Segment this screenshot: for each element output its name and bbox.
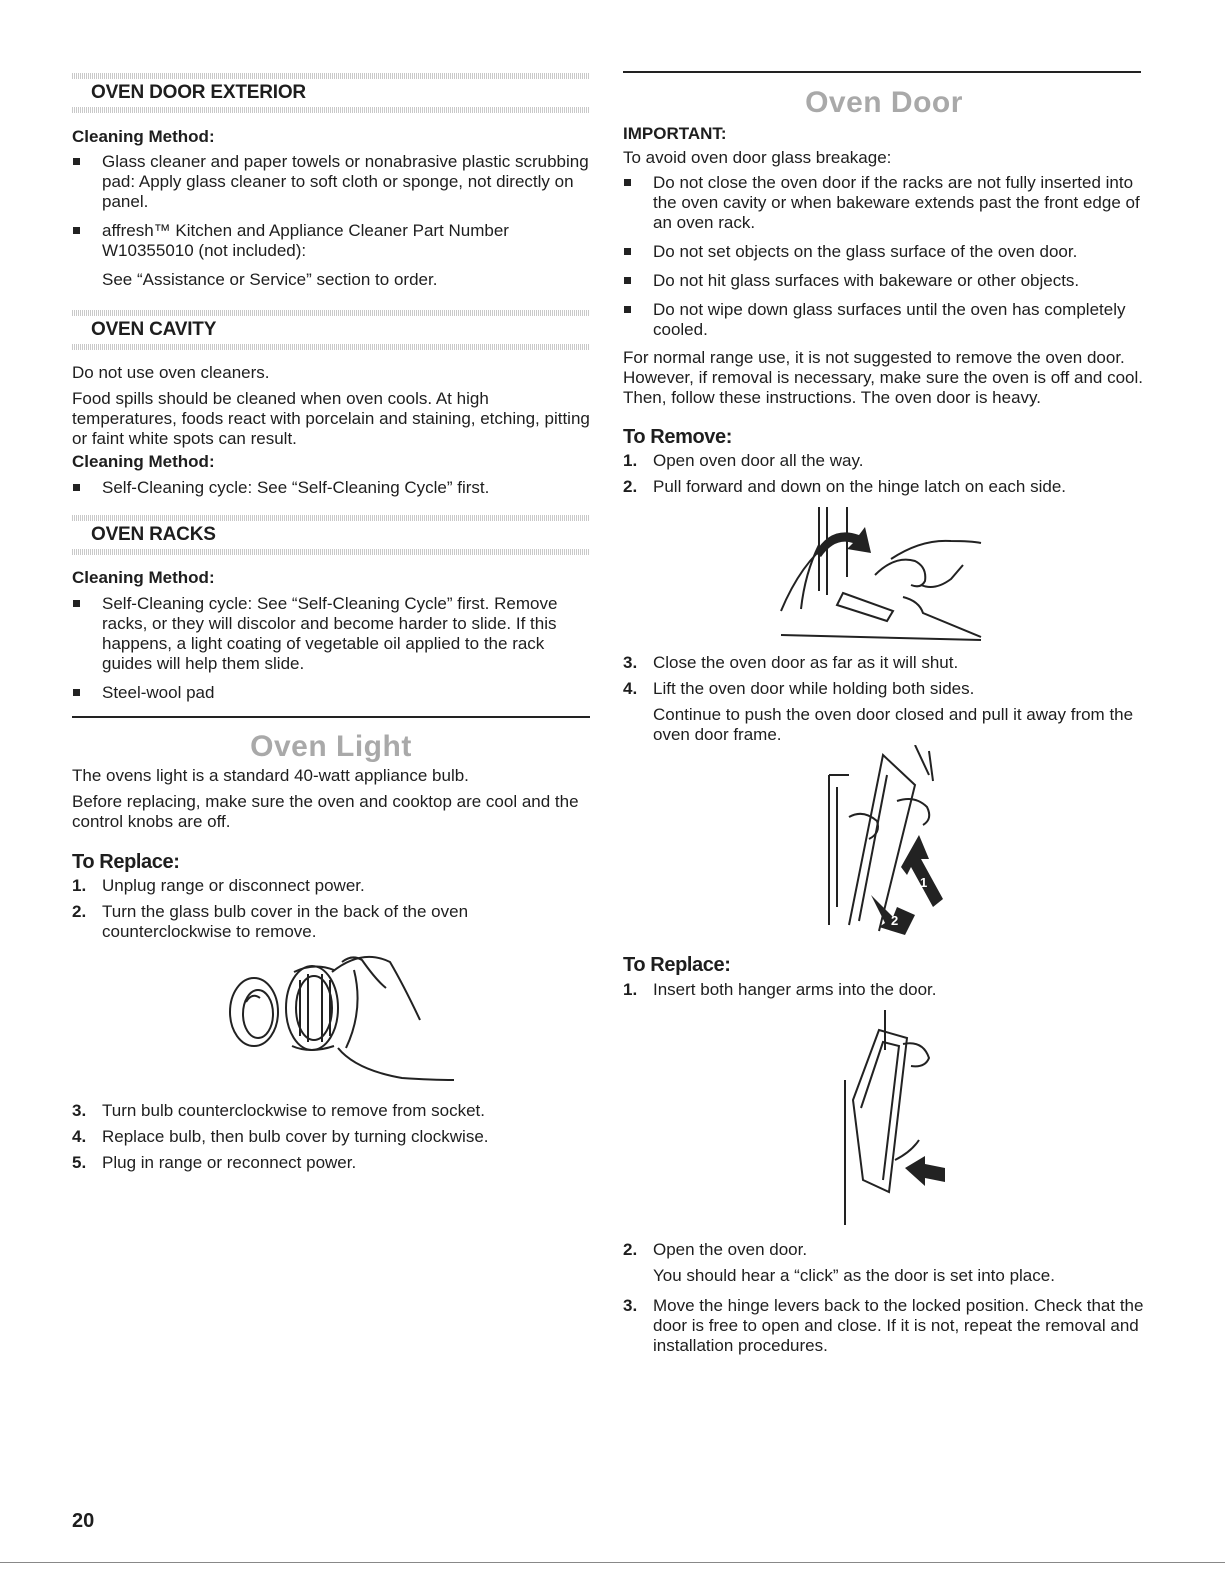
step-number: 4.	[72, 1127, 87, 1146]
bulb-cover-illustration	[222, 950, 462, 1090]
note-text	[72, 270, 590, 290]
section-header-racks	[72, 515, 590, 555]
important-intro: To avoid oven door glass breakage:	[623, 148, 892, 167]
step-item	[72, 1101, 590, 1121]
step-text: Close the oven door as far as it will shut.	[653, 653, 959, 672]
step-number: 3.	[623, 1296, 638, 1315]
step-item	[623, 1296, 1145, 1356]
bullet-text: Steel-wool pad	[102, 683, 215, 702]
step-item	[623, 653, 1145, 673]
bullet-item	[72, 221, 590, 261]
section-header-door-exterior	[72, 73, 590, 113]
bullet-square-icon	[624, 277, 631, 284]
step-item	[72, 876, 590, 896]
bullet-square-icon	[73, 158, 80, 165]
bullet-item	[72, 478, 590, 498]
step-text: Replace bulb, then bulb cover by turning clockwise.	[102, 1127, 489, 1146]
cleaning-method-label: Cleaning Method:	[72, 452, 215, 471]
light-text-1: The ovens light is a standard 40-watt appliance bulb.	[72, 766, 469, 785]
step-number: 5.	[72, 1153, 87, 1172]
door-exterior-body	[72, 127, 590, 290]
step-text: Insert both hanger arms into the door.	[653, 980, 937, 999]
arrow-label-1: 1	[920, 875, 928, 890]
bullet-item	[72, 594, 590, 674]
light-text-2: Before replacing, make sure the oven and cooktop are cool and the control knobs are off.	[72, 792, 579, 831]
step-item	[72, 1153, 590, 1173]
bullet-text: Do not set objects on the glass surface of the oven door.	[653, 242, 1078, 261]
note-text: You should hear a “click” as the door is set into place.	[653, 1266, 1055, 1285]
cleaning-method-label: Cleaning Method:	[72, 127, 215, 146]
step-number: 1.	[623, 980, 638, 999]
step-text: Pull forward and down on the hinge latch on each side.	[653, 477, 1066, 496]
cleaning-method-label: Cleaning Method:	[72, 568, 215, 587]
page-number: 20	[72, 1510, 95, 1532]
step-item	[72, 1127, 590, 1147]
header-band	[72, 107, 590, 113]
remove-note	[623, 705, 1145, 745]
bullet-item	[623, 271, 1145, 291]
step-text: Plug in range or reconnect power.	[102, 1153, 357, 1172]
step-number: 2.	[623, 1240, 638, 1259]
step-number: 3.	[72, 1101, 87, 1120]
step-number: 4.	[623, 679, 638, 698]
to-replace-heading: To Replace:	[72, 851, 180, 873]
section-rule	[72, 716, 590, 718]
bullet-square-icon	[624, 248, 631, 255]
hanger-arms-illustration	[835, 1010, 955, 1225]
oven-light-body	[72, 766, 590, 942]
step-text: Turn bulb counterclockwise to remove from socket.	[102, 1101, 485, 1120]
to-replace-heading: To Replace:	[623, 954, 731, 976]
bullet-item	[623, 300, 1145, 340]
step-text: Turn the glass bulb cover in the back of the oven counterclockwise to remove.	[102, 902, 469, 941]
oven-door-title: Oven Door	[805, 86, 963, 119]
bullet-text: Do not wipe down glass surfaces until the oven has completely cooled.	[653, 300, 1126, 339]
section-title: OVEN DOOR EXTERIOR	[91, 82, 306, 103]
bullet-item	[623, 173, 1145, 233]
step-item	[623, 477, 1145, 497]
replace-note	[623, 1266, 1145, 1286]
important-label: IMPORTANT:	[623, 124, 727, 143]
step-text: Open the oven door.	[653, 1240, 808, 1259]
bullet-text: Do not hit glass surfaces with bakeware or other objects.	[653, 271, 1080, 290]
step-text: Unplug range or disconnect power.	[102, 876, 365, 895]
bullet-item	[72, 683, 590, 703]
step-number: 2.	[623, 477, 638, 496]
oven-light-steps-cont	[72, 1101, 590, 1173]
oven-light-title: Oven Light	[250, 730, 412, 763]
header-band	[72, 549, 590, 555]
step-item	[623, 1240, 1145, 1260]
replace-steps-cont	[623, 1240, 1145, 1356]
cavity-body	[72, 363, 590, 498]
bullet-square-icon	[624, 306, 631, 313]
bullet-square-icon	[624, 179, 631, 186]
step-number: 1.	[72, 876, 87, 895]
bullet-text: Do not close the oven door if the racks are not fully inserted into the oven cavity or when bakeware extends past the front edge of an oven rack.	[653, 173, 1140, 232]
arrow-label-2: 2	[891, 913, 899, 928]
hinge-latch-illustration	[771, 505, 1001, 645]
lift-door-illustration	[819, 745, 959, 935]
bullet-text: Self-Cleaning cycle: See “Self-Cleaning Cycle” first.	[102, 478, 490, 497]
step-number: 3.	[623, 653, 638, 672]
oven-door-important	[623, 124, 1145, 497]
bullet-item	[623, 242, 1145, 262]
bullet-square-icon	[73, 600, 80, 607]
section-header-cavity	[72, 310, 590, 350]
step-text: Open oven door all the way.	[653, 451, 864, 470]
header-band	[72, 344, 590, 350]
to-remove-heading: To Remove:	[623, 426, 732, 448]
racks-body	[72, 568, 590, 703]
bullet-text: Self-Cleaning cycle: See “Self-Cleaning Cycle” first. Remove racks, or they will discolor and become harder to slide. If this happens, a light coating of vegetable oil applied to the rack guides will help them slide.	[102, 594, 558, 673]
page-bottom-edge	[0, 1562, 1225, 1563]
bullet-square-icon	[73, 689, 80, 696]
bullet-square-icon	[73, 484, 80, 491]
bullet-text: affresh™ Kitchen and Appliance Cleaner Part Number W10355010 (not included):	[102, 221, 509, 260]
cavity-text-2: Food spills should be cleaned when oven cools. At high temperatures, foods react with porcelain and staining, etching, pitting or faint white spots can result.	[72, 389, 590, 448]
bullet-square-icon	[73, 227, 80, 234]
replace-section	[623, 953, 1145, 1000]
step-item	[72, 902, 590, 942]
bullet-item	[72, 152, 590, 212]
step-item	[623, 679, 1145, 699]
step-item	[623, 980, 1145, 1000]
step-item	[623, 451, 1145, 471]
step-number: 1.	[623, 451, 638, 470]
section-title: OVEN RACKS	[91, 524, 216, 545]
step-text: Move the hinge levers back to the locked position. Check that the door is free to open and close. If it is not, repeat the removal and installation procedures.	[653, 1296, 1144, 1355]
step-text: Lift the oven door while holding both sides.	[653, 679, 975, 698]
removal-paragraph: For normal range use, it is not suggested to remove the oven door. However, if removal is necessary, make sure the oven is off and cool. Then, follow these instructions. The oven door is heavy.	[623, 348, 1144, 407]
section-rule	[623, 71, 1141, 73]
section-title: OVEN CAVITY	[91, 319, 217, 340]
remove-steps-cont	[623, 653, 1145, 745]
bullet-text: Glass cleaner and paper towels or nonabrasive plastic scrubbing pad: Apply glass cleaner to soft cloth or sponge, not directly on panel.	[102, 152, 589, 211]
step-number: 2.	[72, 902, 87, 921]
note-text: Continue to push the oven door closed and pull it away from the oven door frame.	[653, 705, 1134, 744]
cavity-text-1: Do not use oven cleaners.	[72, 363, 270, 382]
see-note: See “Assistance or Service” section to order.	[102, 270, 438, 289]
